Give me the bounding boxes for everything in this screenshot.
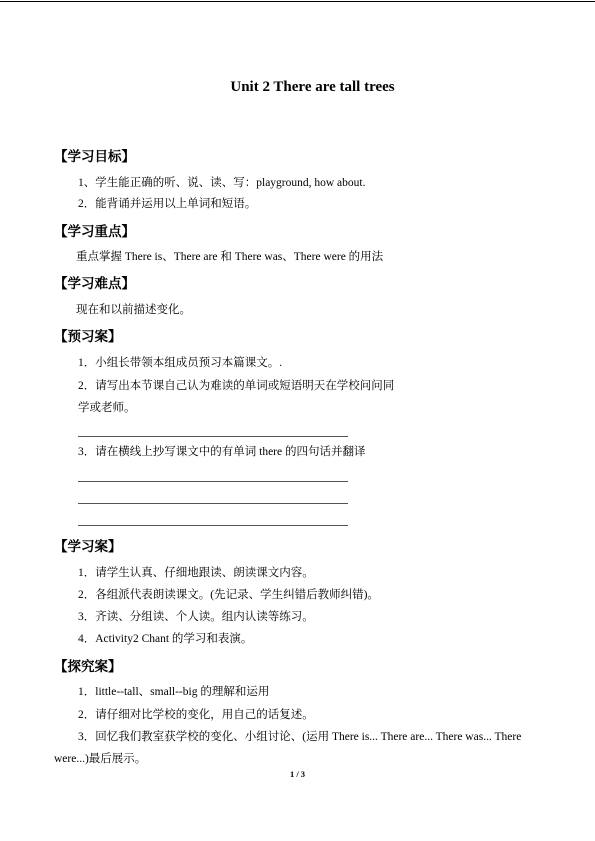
study-line-4: 4．Activity2 Chant 的学习和表演。 (78, 633, 253, 645)
answer-blank-line[interactable] (78, 481, 348, 482)
explore-line-4: were...)最后展示。 (54, 753, 147, 765)
difficulties-line-1: 现在和以前描述变化。 (76, 304, 191, 316)
answer-blank-line[interactable] (78, 503, 348, 504)
section-heading-study: 【学习案】 (54, 539, 122, 555)
answer-blank-line[interactable] (78, 436, 348, 437)
header-rule (0, 1, 595, 2)
preview-line-4: 3．请在横线上抄写课文中的有单词 there 的四句话并翻译 (78, 446, 366, 458)
study-line-3: 3．齐读、分组读、个人读。组内认读等练习。 (78, 611, 314, 623)
study-line-2: 2．各组派代表朗读课文。(先记录、学生纠错后教师纠错)。 (78, 589, 379, 601)
page-number: 1 / 3 (289, 769, 306, 779)
section-heading-explore: 【探究案】 (54, 659, 122, 675)
preview-line-1: 1．小组长带领本组成员预习本篇课文。. (78, 357, 283, 369)
key-points-line-1: 重点掌握 There is、There are 和 There was、There were 的用法 (76, 251, 384, 263)
answer-blank-line[interactable] (78, 525, 348, 526)
page-title: Unit 2 There are tall trees (230, 79, 395, 95)
section-heading-goals: 【学习目标】 (54, 149, 135, 165)
section-heading-preview: 【预习案】 (54, 329, 122, 345)
preview-line-3: 学或老师。 (78, 402, 136, 414)
section-heading-key-points: 【学习重点】 (54, 224, 135, 240)
study-line-1: 1．请学生认真、仔细地跟读、朗读课文内容。 (78, 567, 314, 579)
explore-line-1: 1．little--tall、small--big 的理解和运用 (78, 686, 270, 698)
goals-line-1: 1、学生能正确的听、说、读、写：playground, how about. (78, 177, 366, 189)
explore-line-3: 3．回忆我们教室获学校的变化、小组讨论、(运用 There is... There are... There was... There (78, 731, 522, 743)
preview-line-2: 2．请写出本节课自己认为难读的单词或短语明天在学校问问同 (78, 380, 395, 392)
goals-line-2: 2．能背诵并运用以上单词和短语。 (78, 198, 257, 210)
explore-line-2: 2．请仔细对比学校的变化，用自己的话复述。 (78, 709, 314, 721)
section-heading-difficulties: 【学习难点】 (54, 276, 135, 292)
